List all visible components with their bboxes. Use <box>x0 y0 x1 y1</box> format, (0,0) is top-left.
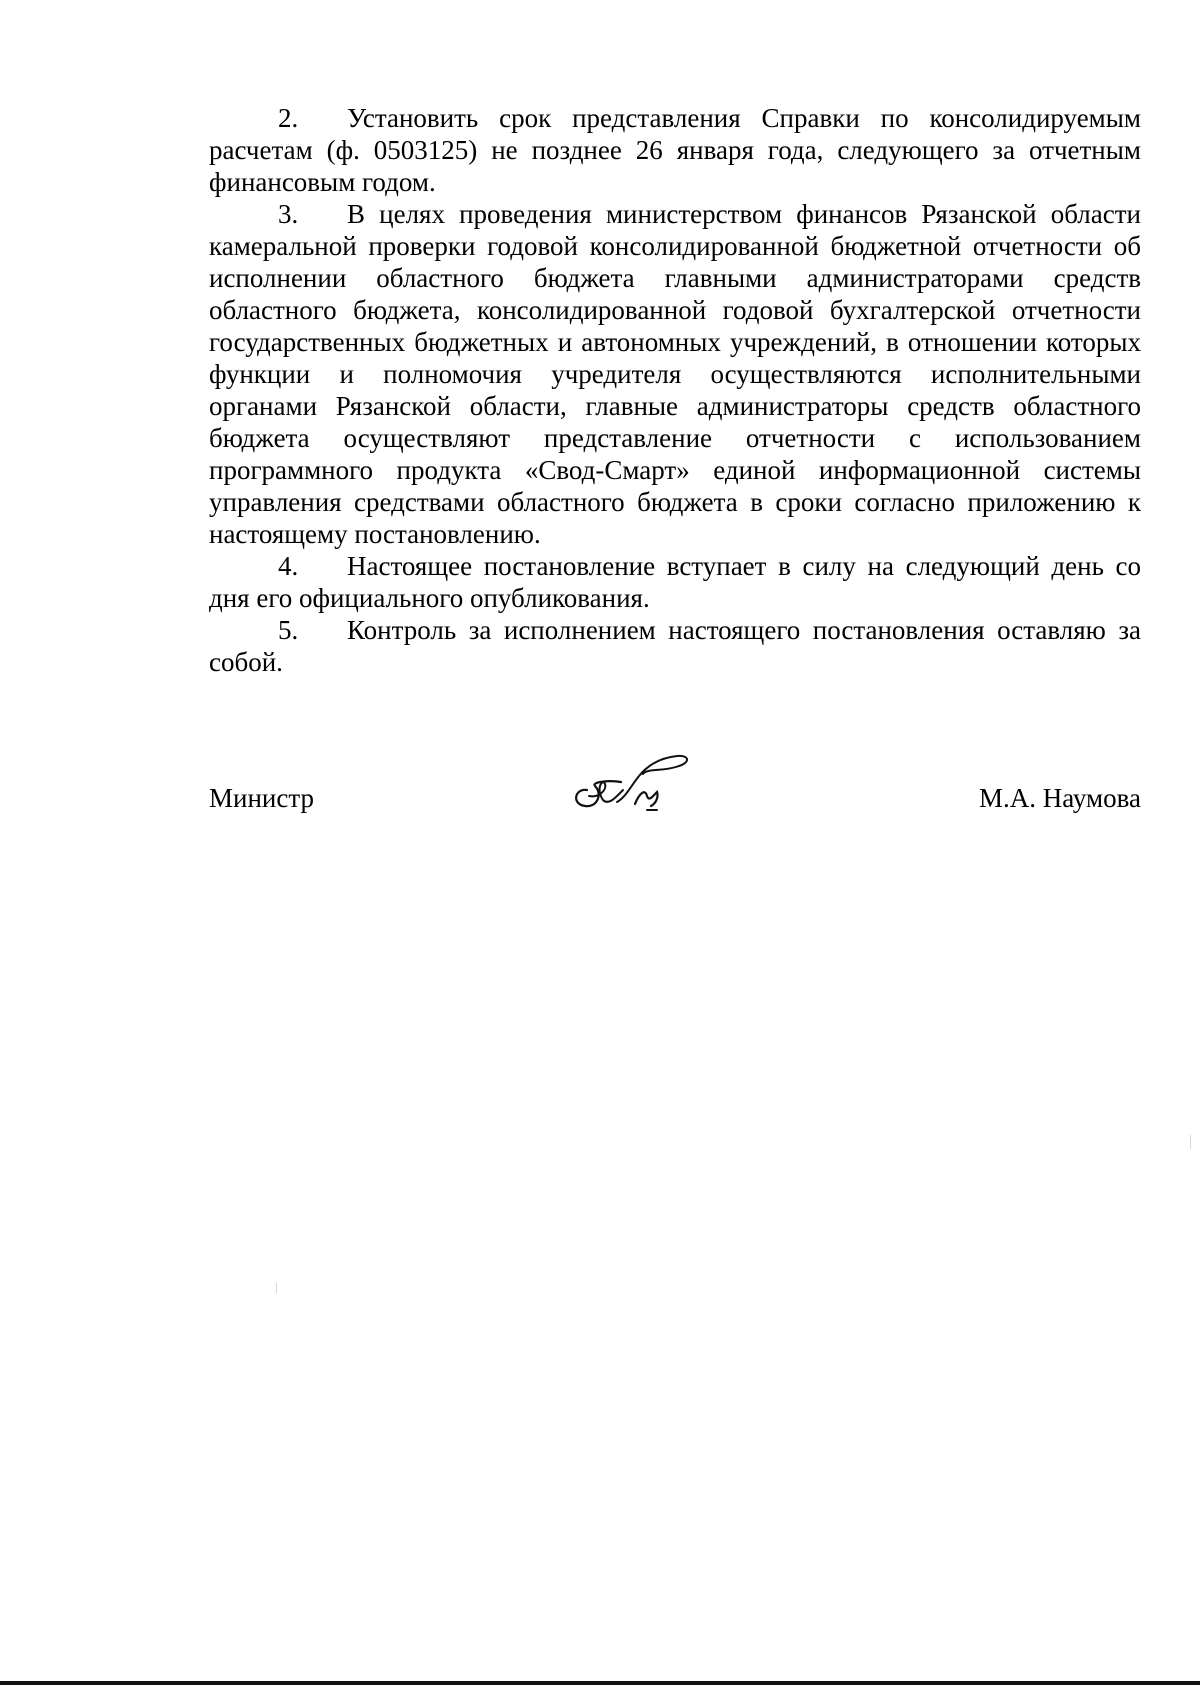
paragraph-text: Настоящее постановление вступает в силу на следующий день со дня его официального опубликования. <box>209 551 1141 613</box>
paragraph-number: 4. <box>278 551 299 581</box>
paragraph-text: Установить срок представления Справки по консолидируемым расчетам (ф. 0503125) не позднее 26 января года, следующего за отчетным финансовым годом. <box>209 103 1141 197</box>
page-bottom-rule <box>0 1681 1200 1685</box>
document-body <box>209 102 1141 678</box>
paragraph-number: 5. <box>278 615 299 645</box>
signatory-title: Министр <box>209 783 314 813</box>
paragraph-4 <box>209 550 1141 614</box>
paragraph-text: В целях проведения министерством финансов Рязанской области камеральной проверки годовой консолидированной бюджетной отчетности об исполнении областного бюджета главными администраторами средств областного бюджета, консолидированной годовой бухгалтерской отчетности государственных бюджетных и автономных учреждений, в отношении которых функции и полномочия учредителя осуществляются исполнительными органами Рязанской области, главные администраторы средств областного бюджета осуществляют представление отчетности с использованием программного продукта «Свод-Смарт» единой информационной системы управления средствами областного бюджета в сроки согласно приложению к настоящему постановлению. <box>209 199 1141 549</box>
paragraph-number: 2. <box>278 103 299 133</box>
paragraph-5 <box>209 614 1141 678</box>
paragraph-number: 3. <box>278 199 299 229</box>
signature-block <box>209 770 1141 830</box>
handwritten-signature-icon <box>559 746 699 826</box>
paragraph-text: Контроль за исполнением настоящего постановления оставляю за собой. <box>209 615 1141 677</box>
scan-artifact <box>1190 1135 1191 1149</box>
signatory-name: М.А. Наумова <box>979 783 1141 813</box>
paragraph-2 <box>209 102 1141 198</box>
scan-artifact <box>276 1283 277 1293</box>
paragraph-3 <box>209 198 1141 550</box>
